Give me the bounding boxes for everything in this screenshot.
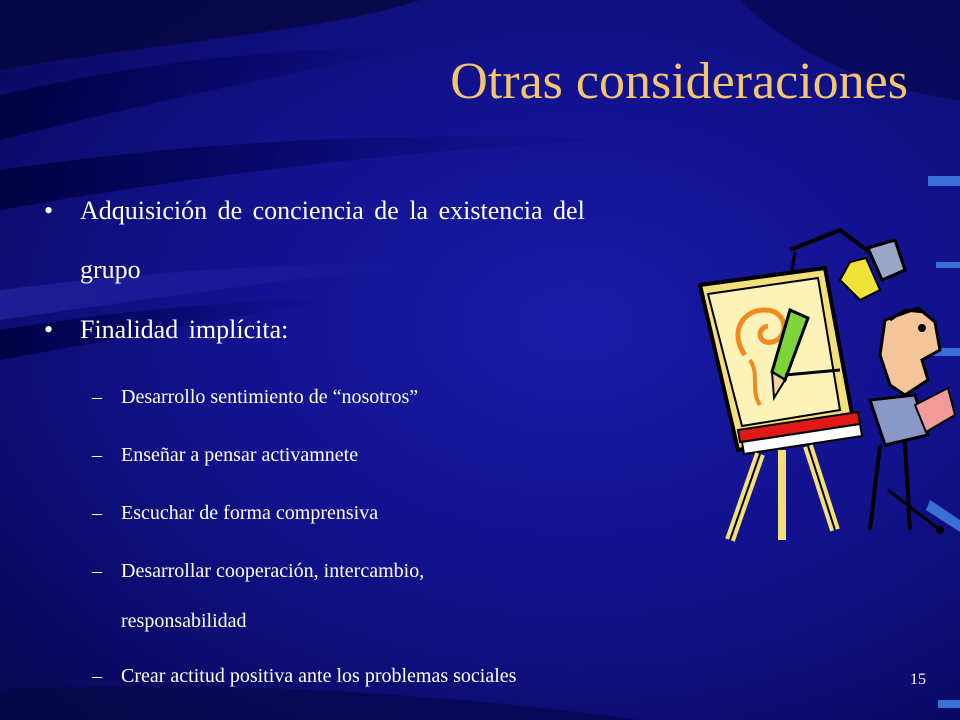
sub-bullet-2-text: Enseñar a pensar activamnete [121, 444, 359, 466]
slide-title: Otras consideraciones [450, 53, 908, 110]
sub-bullet-3-text: Escuchar de forma comprensiva [121, 502, 379, 524]
bullet-marker: • [44, 196, 54, 225]
bullet-1-line-1: Adquisición de conciencia de la existencia del [80, 196, 585, 225]
sub-bullet-5-text: Crear actitud positiva ante los problemas sociales [121, 665, 517, 687]
bullet-marker: • [44, 315, 54, 344]
sub-bullet-1-text: Desarrollo sentimiento de “nosotros” [121, 386, 419, 408]
dash-marker: – [92, 444, 102, 466]
dash-marker: – [92, 502, 102, 524]
dash-marker: – [92, 386, 102, 408]
sub-bullet-4-line-2: responsabilidad [121, 610, 247, 632]
page-number: 15 [910, 671, 926, 688]
sub-bullet-4-line-1: Desarrollar cooperación, intercambio, [121, 560, 425, 582]
dash-marker: – [92, 665, 102, 687]
bullet-1-line-2: grupo [80, 255, 141, 284]
dash-marker: – [92, 560, 102, 582]
artist-at-easel-illustration [690, 210, 960, 560]
bullet-2-text: Finalidad implícita: [80, 315, 289, 344]
